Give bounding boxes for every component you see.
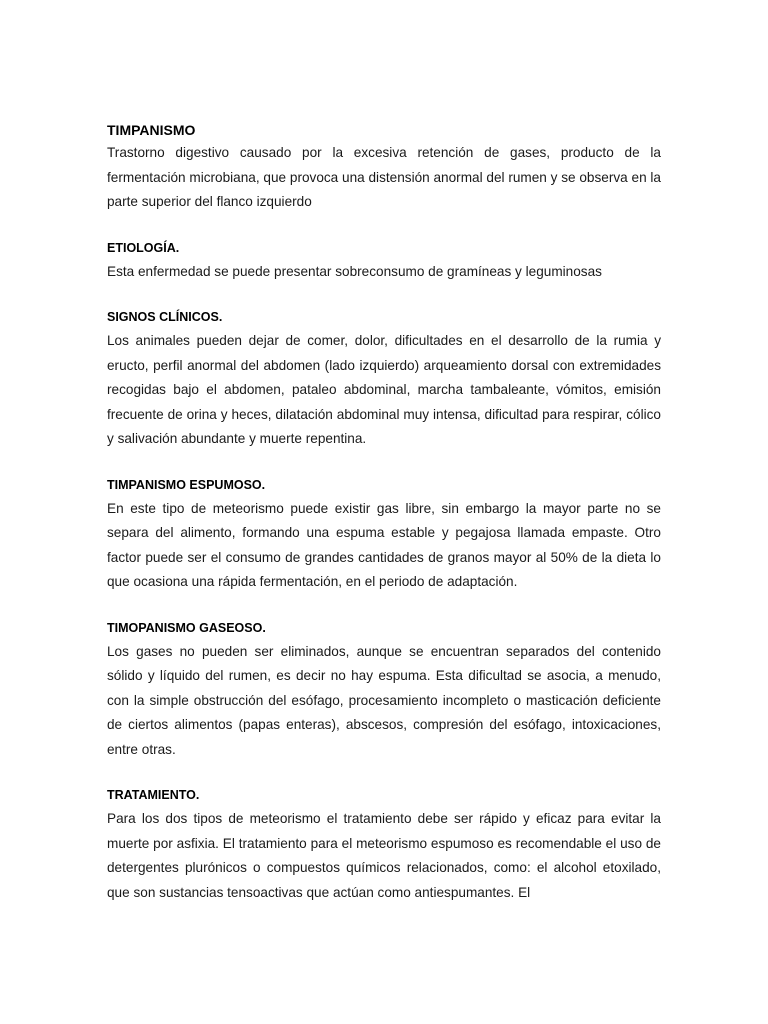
section-etiologia — [107, 240, 661, 285]
document-page — [107, 121, 661, 905]
spacer — [107, 215, 661, 240]
section-signos-clinicos — [107, 309, 661, 452]
section-timpanismo-gaseoso — [107, 620, 661, 763]
section-heading: ETIOLOGÍA. — [107, 240, 180, 255]
section-heading: TRATAMIENTO. — [107, 788, 200, 802]
section-heading: TIMOPANISMO GASEOSO. — [107, 620, 266, 635]
section-timpanismo-espumoso — [107, 477, 661, 595]
section-tratamiento — [107, 787, 661, 905]
section-paragraph: En este tipo de meteorismo puede existir gas libre, sin embargo la mayor parte no se separa del alimento, formando una espuma estable y pegajosa llamada empaste. Otro factor puede ser el consumo de grandes cantidades de granos mayor al 50% de la dieta lo que ocasiona una rápida fermentación, en el periodo de adaptación. — [107, 500, 661, 589]
spacer — [107, 595, 661, 620]
document-title: TIMPANISMO — [107, 122, 196, 138]
spacer — [107, 762, 661, 787]
section-heading: TIMPANISMO ESPUMOSO. — [107, 477, 266, 492]
section-intro — [107, 121, 661, 215]
section-paragraph: Para los dos tipos de meteorismo el tratamiento debe ser rápido y eficaz para evitar la muerte por asfixia. El tratamiento para el meteorismo espumoso es recomendable el uso de detergentes plurónicos o compuestos químicos relacionados, como: el alcohol etoxilado, que son sustancias tensoactivas que actúan como antiespumantes. El — [107, 811, 661, 900]
section-heading: SIGNOS CLÍNICOS. — [107, 310, 223, 324]
section-paragraph: Los animales pueden dejar de comer, dolor, dificultades en el desarrollo de la rumia y eructo, perfil anormal del abdomen (lado izquierdo) arqueamiento dorsal con extremidades recogidas bajo el abdomen, pataleo abdominal, marcha tambaleante, vómitos, emisión frecuente de orina y heces, dilatación abdominal muy intensa, dificultad para respirar, cólico y salivación abundante y muerte repentina. — [107, 333, 661, 446]
section-paragraph: Esta enfermedad se puede presentar sobreconsumo de gramíneas y leguminosas — [107, 263, 602, 279]
section-paragraph: Los gases no pueden ser eliminados, aunque se encuentran separados del contenido sólido y líquido del rumen, es decir no hay espuma. Esta dificultad se asocia, a menudo, con la simple obstrucción del esófago, procesamiento incompleto o masticación deficiente de ciertos alimentos (papas enteras), abscesos, compresión del esófago, intoxicaciones, entre otras. — [107, 643, 661, 757]
spacer — [107, 452, 661, 477]
spacer — [107, 284, 661, 309]
intro-paragraph: Trastorno digestivo causado por la excesiva retención de gases, producto de la fermentación microbiana, que provoca una distensión anormal del rumen y se observa en la parte superior del flanco izquierdo — [107, 145, 661, 209]
